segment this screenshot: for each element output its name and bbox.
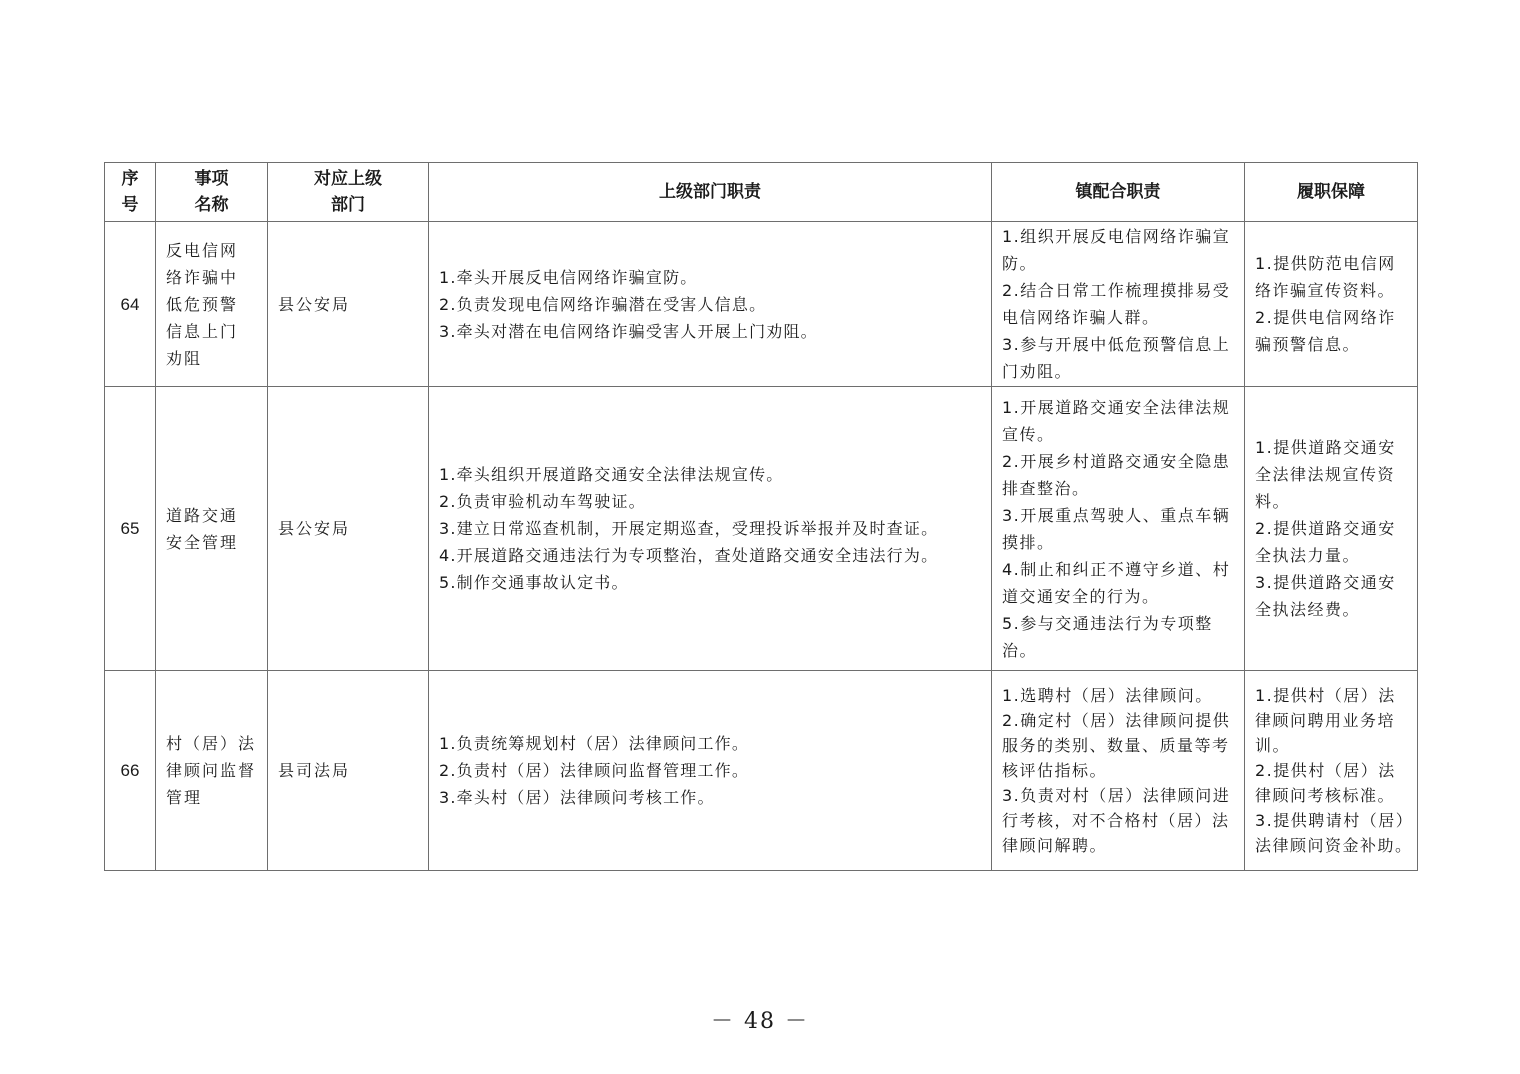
table-header-row xyxy=(105,163,1418,222)
upper-duties xyxy=(429,222,992,387)
header-upper-duties: 上级部门职责 xyxy=(429,163,992,222)
town-duty-line: 3.开展重点驾驶人、重点车辆摸排。 xyxy=(1002,505,1231,552)
town-duty-line: 2.确定村（居）法律顾问提供服务的类别、数量、质量等考核评估指标。 xyxy=(1002,711,1231,780)
row-number: 66 xyxy=(105,671,156,871)
guarantee-line: 3.提供聘请村（居）法律顾问资金补助。 xyxy=(1255,811,1413,855)
upper-duty-line: 3.建立日常巡查机制，开展定期巡查，受理投诉举报并及时查证。 xyxy=(439,519,939,538)
town-duty-line: 3.负责对村（居）法律顾问进行考核，对不合格村（居）法律顾问解聘。 xyxy=(1002,786,1231,855)
guarantee xyxy=(1245,671,1418,871)
town-duty-line: 2.结合日常工作梳理摸排易受电信网络诈骗人群。 xyxy=(1002,281,1231,327)
town-duty-line: 1.组织开展反电信网络诈骗宣防。 xyxy=(1002,227,1231,273)
upper-duties xyxy=(429,671,992,871)
duty-table xyxy=(104,162,1418,871)
guarantee-line: 1.提供防范电信网络诈骗宣传资料。 xyxy=(1255,254,1396,300)
guarantee-line: 2.提供村（居）法律顾问考核标准。 xyxy=(1255,761,1396,805)
town-duty-line: 1.开展道路交通安全法律法规宣传。 xyxy=(1002,397,1231,444)
guarantee-line: 1.提供道路交通安全法律法规宣传资料。 xyxy=(1255,438,1396,511)
item-name: 道路交通安全管理 xyxy=(156,387,268,671)
upper-department: 县公安局 xyxy=(268,387,429,671)
item-name: 村（居）法律顾问监督管理 xyxy=(156,671,268,871)
table-row xyxy=(105,387,1418,671)
town-duties xyxy=(992,671,1245,871)
upper-department: 县公安局 xyxy=(268,222,429,387)
header-dept: 对应上级部门 xyxy=(268,163,429,222)
header-guarantee: 履职保障 xyxy=(1245,163,1418,222)
town-duties xyxy=(992,222,1245,387)
header-town-duties: 镇配合职责 xyxy=(992,163,1245,222)
header-num: 序号 xyxy=(105,163,156,222)
upper-duty-line: 2.负责审验机动车驾驶证。 xyxy=(439,492,646,511)
table-row xyxy=(105,671,1418,871)
upper-duty-line: 3.牵头村（居）法律顾问考核工作。 xyxy=(439,788,715,807)
guarantee-line: 1.提供村（居）法律顾问聘用业务培训。 xyxy=(1255,686,1396,755)
upper-duty-line: 4.开展道路交通违法行为专项整治，查处道路交通安全违法行为。 xyxy=(439,546,939,565)
guarantee xyxy=(1245,387,1418,671)
town-duty-line: 5.参与交通违法行为专项整治。 xyxy=(1002,613,1213,660)
upper-duty-line: 3.牵头对潜在电信网络诈骗受害人开展上门劝阻。 xyxy=(439,321,818,341)
row-number: 65 xyxy=(105,387,156,671)
upper-duty-line: 1.牵头组织开展道路交通安全法律法规宣传。 xyxy=(439,465,784,484)
guarantee-line: 2.提供电信网络诈骗预警信息。 xyxy=(1255,308,1396,354)
town-duty-line: 2.开展乡村道路交通安全隐患排查整治。 xyxy=(1002,451,1231,498)
upper-department: 县司法局 xyxy=(268,671,429,871)
upper-duty-line: 2.负责村（居）法律顾问监督管理工作。 xyxy=(439,761,750,780)
guarantee-line: 3.提供道路交通安全执法经费。 xyxy=(1255,573,1396,619)
upper-duties xyxy=(429,387,992,671)
upper-duty-line: 1.牵头开展反电信网络诈骗宣防。 xyxy=(439,267,698,287)
upper-duty-line: 1.负责统筹规划村（居）法律顾问工作。 xyxy=(439,734,750,753)
town-duties xyxy=(992,387,1245,671)
table-row xyxy=(105,222,1418,387)
header-item: 事项名称 xyxy=(156,163,268,222)
town-duty-line: 4.制止和纠正不遵守乡道、村道交通安全的行为。 xyxy=(1002,559,1231,606)
town-duty-line: 3.参与开展中低危预警信息上门劝阻。 xyxy=(1002,335,1231,381)
item-name: 反电信网络诈骗中低危预警信息上门劝阻 xyxy=(156,222,268,387)
page-number: － 48 － xyxy=(711,1009,809,1034)
row-number: 64 xyxy=(105,222,156,387)
town-duty-line: 1.选聘村（居）法律顾问。 xyxy=(1002,686,1213,705)
guarantee xyxy=(1245,222,1418,387)
upper-duty-line: 5.制作交通事故认定书。 xyxy=(439,573,629,592)
upper-duty-line: 2.负责发现电信网络诈骗潜在受害人信息。 xyxy=(439,294,767,314)
guarantee-line: 2.提供道路交通安全执法力量。 xyxy=(1255,519,1396,565)
